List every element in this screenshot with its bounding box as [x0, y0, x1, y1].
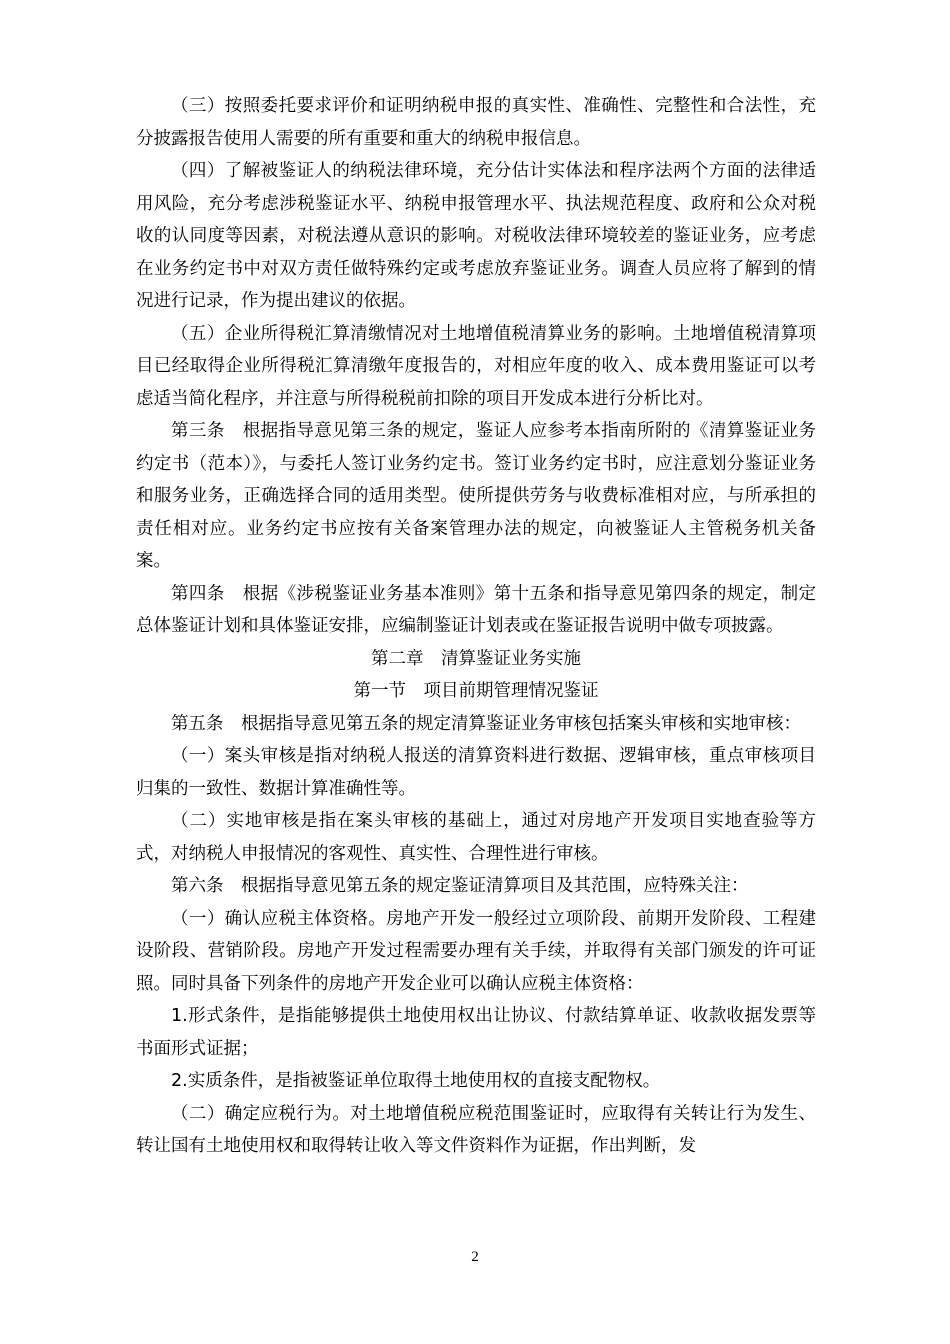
condition-1: 1.形式条件，是指能够提供土地使用权出让协议、付款结算单证、收款收据发票等书面形式证据；: [136, 1006, 816, 1059]
paragraph-4: （四）了解被鉴证人的纳税法律环境，充分估计实体法和程序法两个方面的法律适用风险，充分考虑涉税鉴证水平、纳税申报管理水平、执法规范程度、政府和公众对税收的认同度等因素，对税法遵从意识的影响。对税收法律环境较差的鉴证业务，应考虑在业务约定书中对双方责任做特殊约定或考虑放弃鉴证业务。调查人员应将了解到的情况进行记录，作为提出建议的依据。: [136, 161, 816, 311]
article-3: 第三条 根据指导意见第三条的规定，鉴证人应参考本指南所附的《清算鉴证业务约定书（范本）》，与委托人签订业务约定书。签订业务约定书时，应注意划分鉴证业务和服务业务，正确选择合同的适用类型。使所提供劳务与收费标准相对应，与所承担的责任相对应。业务约定书应按有关备案管理办法的规定，向被鉴证人主管税务机关备案。: [136, 421, 816, 571]
section-heading: 第一节 项目前期管理情况鉴证: [353, 681, 599, 701]
article-4: 第四条 根据《涉税鉴证业务基本准则》第十五条和指导意见第四条的规定，制定总体鉴证计划和具体鉴证安排，应编制鉴证计划表或在鉴证报告说明中做专项披露。: [136, 583, 816, 636]
article-6-item-1: （一）确认应税主体资格。房地产开发一般经过立项阶段、前期开发阶段、工程建设阶段、营销阶段。房地产开发过程需要办理有关手续，并取得有关部门颁发的许可证照。同时具备下列条件的房地产开发企业可以确认应税主体资格：: [136, 908, 816, 994]
page-number: 2: [471, 1249, 479, 1265]
paragraph-3: （三）按照委托要求评价和证明纳税申报的真实性、准确性、完整性和合法性，充分披露报告使用人需要的所有重要和重大的纳税申报信息。: [136, 96, 816, 149]
paragraph-5: （五）企业所得税汇算清缴情况对土地增值税清算业务的影响。土地增值税清算项目已经取得企业所得税汇算清缴年度报告的，对相应年度的收入、成本费用鉴证可以考虑适当简化程序，并注意与所得税税前扣除的项目开发成本进行分析比对。: [136, 323, 816, 409]
article-5: 第五条 根据指导意见第五条的规定清算鉴证业务审核包括案头审核和实地审核：: [171, 713, 801, 734]
article-5-item-2: （二）实地审核是指在案头审核的基础上，通过对房地产开发项目实地查验等方式，对纳税人申报情况的客观性、真实性、合理性进行审核。: [136, 811, 816, 864]
chapter-heading: 第二章 清算鉴证业务实施: [371, 648, 581, 669]
document-body: [136, 90, 816, 1163]
article-6: 第六条 根据指导意见第五条的规定鉴证清算项目及其范围，应特殊关注：: [171, 876, 749, 896]
condition-2: 2.实质条件，是指被鉴证单位取得土地使用权的直接支配物权。: [171, 1071, 661, 1091]
article-5-item-1: （一）案头审核是指对纳税人报送的清算资料进行数据、逻辑审核，重点审核项目归集的一致性、数据计算准确性等。: [136, 746, 816, 799]
article-6-item-2: （二）确定应税行为。对土地增值税应税范围鉴证时，应取得有关转让行为发生、转让国有土地使用权和取得转让收入等文件资料作为证据，作出判断，发: [136, 1103, 816, 1156]
